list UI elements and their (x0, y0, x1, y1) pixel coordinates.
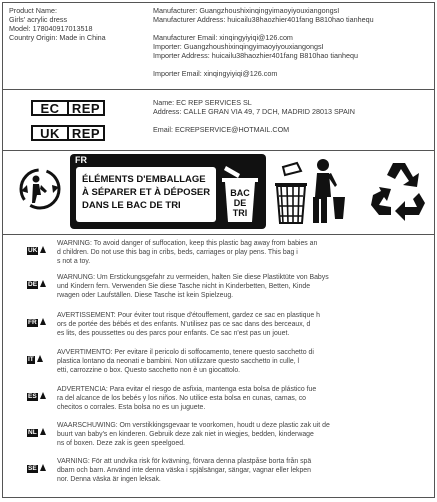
sorting-bin-icon (220, 164, 260, 224)
importer-address: Importer Address: huicailu38haozhier401fang B810hao tianhequ (153, 51, 358, 60)
triman-line-3: DANS LE BAC DE TRI (82, 200, 181, 211)
warning-triangle-icon (40, 392, 46, 399)
warning-triangle-icon (40, 428, 46, 435)
warning-text-uk: WARNING: To avoid danger of suffocation, keep this plastic bag away from babies an d children. Do not use this bag in cribs, beds, carriages or play pens. This bag i s not a toy. (57, 240, 318, 265)
product-info-section (3, 3, 434, 90)
triman-icon (17, 165, 63, 213)
rep-details (153, 98, 355, 134)
warning-triangle-icon (37, 355, 43, 362)
product-name-label: Product Name: (9, 6, 57, 15)
product-name: Girls' acrylic dress (9, 15, 68, 24)
bin-text-2: DE (233, 198, 247, 208)
warning-text-es: ADVERTENCIA: Para evitar el riesgo de asfixia, mantenga esta bolsa de plástico fue ra del alcance de los bebés y los niños. No utilice esta bolsa en cunas, camas, co checitos o corrales. Esta bolsa no es un juguete. (57, 386, 317, 411)
triman-info-block (70, 154, 266, 229)
warning-text-de: WARNUNG: Um Erstickungsgefahr zu vermeiden, halten Sie diese Plastiktüte von Babys und Kindern fern. Verwenden Sie diese Tasche nicht in Kinderbetten, Betten, Kinde rwagen oder Laufställen. Diese Tasche ist kein Spielzeug. (57, 274, 329, 299)
warning-text-fr: AVERTISSEMENT: Pour éviter tout risque d'étouffement, gardez ce sac en plastique h ors de portée des bébés et des enfants. N'utilisez pas ce sac dans des berceaux, d es lits, des poussettes ou des parcs pour enfants. Ce sac n'est pas un jouet. (57, 312, 320, 337)
importer-name: Importer: GuangzhoushixinqingyimaoyiyouxiangongsI (153, 42, 324, 51)
warning-nl (27, 421, 427, 447)
rep-email: Email: ECREPSERVICE@HOTMAIL.COM (153, 125, 290, 134)
ec-rep-left: EC (40, 100, 60, 116)
bin-text-3: TRI (232, 208, 248, 218)
warning-it (27, 348, 427, 374)
recycle-icon (367, 157, 431, 221)
product-details (9, 6, 106, 42)
triman-text (76, 167, 216, 222)
warning-text-it: AVVERTIMENTO: Per evitare il pericolo di soffocamento, tenere questo sacchetto di plastica lontano da neonati e bambini. Non utilizzare questo sacchetto in culle, l etti, carrozzine o box. Questo sacchetto non è un giocattolo. (57, 349, 314, 374)
warning-triangle-icon (40, 280, 46, 287)
rep-address: Address: CALLE GRAN VIA 49, 7 DCH, MADRID 28013 SPAIN (153, 107, 355, 116)
flag-es-icon: ES (28, 393, 37, 400)
manufacturer-details (153, 6, 374, 78)
flag-fr-icon: FR (28, 319, 37, 326)
flag-it-icon: IT (28, 356, 34, 363)
recycling-section (3, 151, 434, 235)
tidy-man-icon (307, 157, 347, 225)
uk-rep-mark (31, 125, 105, 141)
triman-line-1: ÉLÉMENTS D'EMBALLAGE (82, 174, 206, 185)
product-label (2, 2, 435, 498)
rep-section (3, 90, 434, 151)
importer-email: Importer Email: xinqingyiyiqi@126.com (153, 69, 278, 78)
warning-text-se: VARNING: För att undvika risk för kvävning, förvara denna plastpåse borta från spä dbarn och barn. Använd inte denna väska i spjälsängar, sängar, vagnar eller lekpen nor. Denna väska är ingen leksak. (57, 458, 312, 483)
model-number: Model: 178040917013518 (9, 24, 93, 33)
manufacturer-address: Manufacturer Address: huicailu38haozhier401fang B810hao tianhequ (153, 15, 374, 24)
manufacturer-name: Manufacturer: GuangzhoushixinqingyimaoyiyouxiangongsI (153, 6, 340, 15)
warning-triangle-icon (40, 318, 46, 325)
warning-se (27, 457, 427, 483)
country-origin: Country Origin: Made in China (9, 33, 106, 42)
warning-triangle-icon (40, 464, 46, 471)
waste-basket-icon (271, 161, 311, 225)
warning-de (27, 273, 427, 299)
fr-badge: FR (75, 155, 87, 165)
triman-line-2: À SÉPARER ET À DÉPOSER (82, 187, 211, 198)
warning-fr (27, 311, 427, 337)
warning-uk (27, 239, 427, 265)
ec-rep-right: REP (71, 100, 101, 116)
manufacturer-email: Manufacturer Email: xinqingyiyiqi@126.com (153, 33, 293, 42)
uk-rep-left: UK (40, 125, 60, 141)
flag-uk-icon: UK (28, 247, 38, 254)
warnings-section (3, 235, 434, 497)
ec-rep-mark (31, 100, 105, 116)
bin-text-1: BAC (230, 188, 250, 198)
flag-nl-icon: NL (28, 429, 37, 436)
flag-se-icon: SE (28, 465, 37, 472)
warning-es (27, 385, 427, 411)
uk-rep-right: REP (71, 125, 101, 141)
warning-text-nl: WAARSCHUWING: Om verstikkingsgevaar te voorkomen, houdt u deze plastic zak uit de buurt van baby's en kinderen. Gebruik deze zak niet in wiegjes, bedden, kinderwage ns of boxen. Deze zak is geen speelgoed. (57, 422, 330, 447)
flag-de-icon: DE (28, 281, 38, 288)
warning-triangle-icon (40, 246, 46, 253)
rep-name: Name: EC REP SERVICES SL (153, 98, 252, 107)
